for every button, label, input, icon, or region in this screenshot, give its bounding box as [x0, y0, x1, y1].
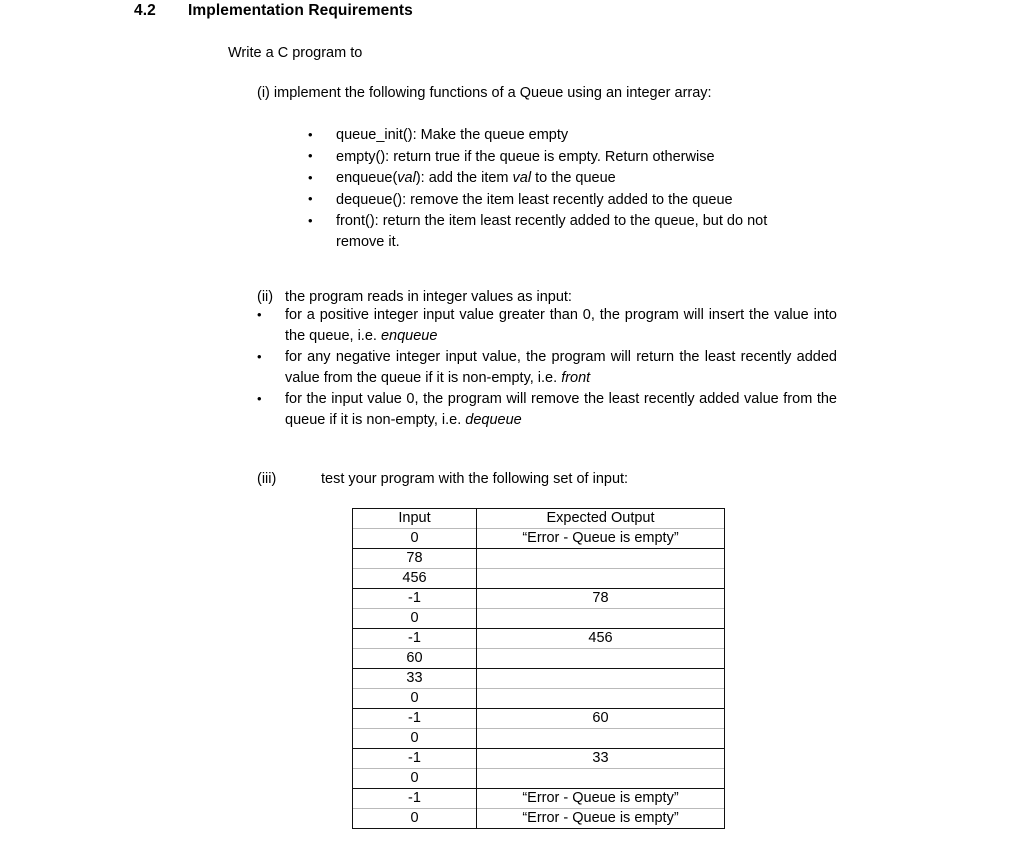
table-row: [353, 549, 725, 569]
cell-expected-output: 78: [477, 589, 725, 609]
cell-expected-output: “Error - Queue is empty”: [477, 809, 725, 829]
page-title: [134, 2, 413, 20]
table-row: [353, 569, 725, 589]
table-row: [353, 769, 725, 789]
list-item: [257, 305, 837, 346]
cell-expected-output: 60: [477, 709, 725, 729]
intro-text: Write a C program to: [228, 45, 363, 61]
bullet-text: for a positive integer input value greater than 0, the program will insert the value into the queue, i.e.: [285, 307, 837, 344]
bullet-text-mid: ): add the item: [415, 170, 513, 187]
table-row: [353, 709, 725, 729]
part-ii-block: [257, 289, 888, 432]
bullet-text: for the input value 0, the program will remove the least recently added value from the queue if it is non-empty, i.e.: [285, 391, 837, 428]
cell-expected-output: [477, 689, 725, 709]
io-table-container: [352, 508, 724, 829]
cell-expected-output: [477, 649, 725, 669]
part-i-label: (i) implement the following functions of a Queue using an integer array:: [257, 85, 712, 101]
bullet-text-em: front: [561, 369, 591, 386]
cell-input: 60: [353, 649, 477, 669]
table-row: [353, 529, 725, 549]
table-row: [353, 589, 725, 609]
cell-expected-output: [477, 669, 725, 689]
section-title-text: Implementation Requirements: [188, 2, 413, 19]
part-ii-roman: (ii): [257, 289, 274, 305]
cell-expected-output: [477, 729, 725, 749]
cell-expected-output: “Error - Queue is empty”: [477, 529, 725, 549]
column-header-input: Input: [353, 509, 477, 529]
bullet-text: queue_init(): Make the queue empty: [336, 127, 569, 143]
cell-input: -1: [353, 629, 477, 649]
column-header-expected-output: Expected Output: [477, 509, 725, 529]
section-number: 4.2: [134, 2, 156, 19]
bullet-text-lastline: remove it.: [336, 233, 400, 250]
table-row: [353, 749, 725, 769]
cell-expected-output: [477, 549, 725, 569]
bullet-text-pre: enqueue(: [336, 170, 398, 187]
list-item: [257, 389, 837, 430]
cell-expected-output: 33: [477, 749, 725, 769]
list-item: [308, 125, 888, 146]
list-item: [308, 147, 888, 168]
list-item: [308, 211, 888, 252]
part-ii-bullet-list: [257, 305, 837, 431]
bullet-text-post: to the queue: [531, 170, 616, 187]
list-item: [257, 347, 837, 388]
part-ii-label: [257, 289, 888, 305]
table-row: [353, 789, 725, 809]
table-row: [353, 689, 725, 709]
cell-input: -1: [353, 749, 477, 769]
cell-input: 0: [353, 729, 477, 749]
bullet-text: front(): return the item least recently added to the queue, but do not: [336, 213, 768, 230]
cell-expected-output: [477, 769, 725, 789]
bullet-text-em: dequeue: [465, 411, 522, 428]
bullet-text-em-val2: val: [512, 170, 532, 187]
cell-input: 33: [353, 669, 477, 689]
table-row: [353, 809, 725, 829]
bullet-text: empty(): return true if the queue is empty. Return otherwise: [336, 148, 715, 165]
table-row: [353, 629, 725, 649]
cell-input: -1: [353, 789, 477, 809]
part-iii-label-text: test your program with the following set of input:: [321, 471, 629, 487]
part-i-bullet-list: [308, 125, 888, 254]
table-row: [353, 649, 725, 669]
list-item: [308, 190, 888, 211]
cell-input: 78: [353, 549, 477, 569]
table-row: [353, 669, 725, 689]
cell-expected-output: [477, 569, 725, 589]
cell-expected-output: 456: [477, 629, 725, 649]
table-header-row: [353, 509, 725, 529]
part-iii-label: [257, 471, 628, 487]
cell-input: 0: [353, 609, 477, 629]
list-item: [308, 168, 888, 189]
part-ii-label-text: the program reads in integer values as input:: [285, 289, 572, 305]
cell-expected-output: “Error - Queue is empty”: [477, 789, 725, 809]
cell-input: 0: [353, 689, 477, 709]
cell-input: 0: [353, 809, 477, 829]
cell-input: -1: [353, 589, 477, 609]
table-row: [353, 729, 725, 749]
bullet-text: dequeue(): remove the item least recently added to the queue: [336, 191, 733, 208]
cell-input: 0: [353, 769, 477, 789]
cell-expected-output: [477, 609, 725, 629]
table-body: [353, 529, 725, 829]
bullet-text-em-val: val: [397, 170, 416, 187]
cell-input: 456: [353, 569, 477, 589]
bullet-text: for any negative integer input value, the program will return the least recently added value from the queue if it is non-empty, i.e.: [285, 349, 837, 386]
part-iii-roman: (iii): [257, 471, 277, 487]
cell-input: 0: [353, 529, 477, 549]
input-expected-output-table: [352, 508, 725, 829]
cell-input: -1: [353, 709, 477, 729]
bullet-text-em: enqueue: [380, 327, 438, 344]
table-row: [353, 609, 725, 629]
